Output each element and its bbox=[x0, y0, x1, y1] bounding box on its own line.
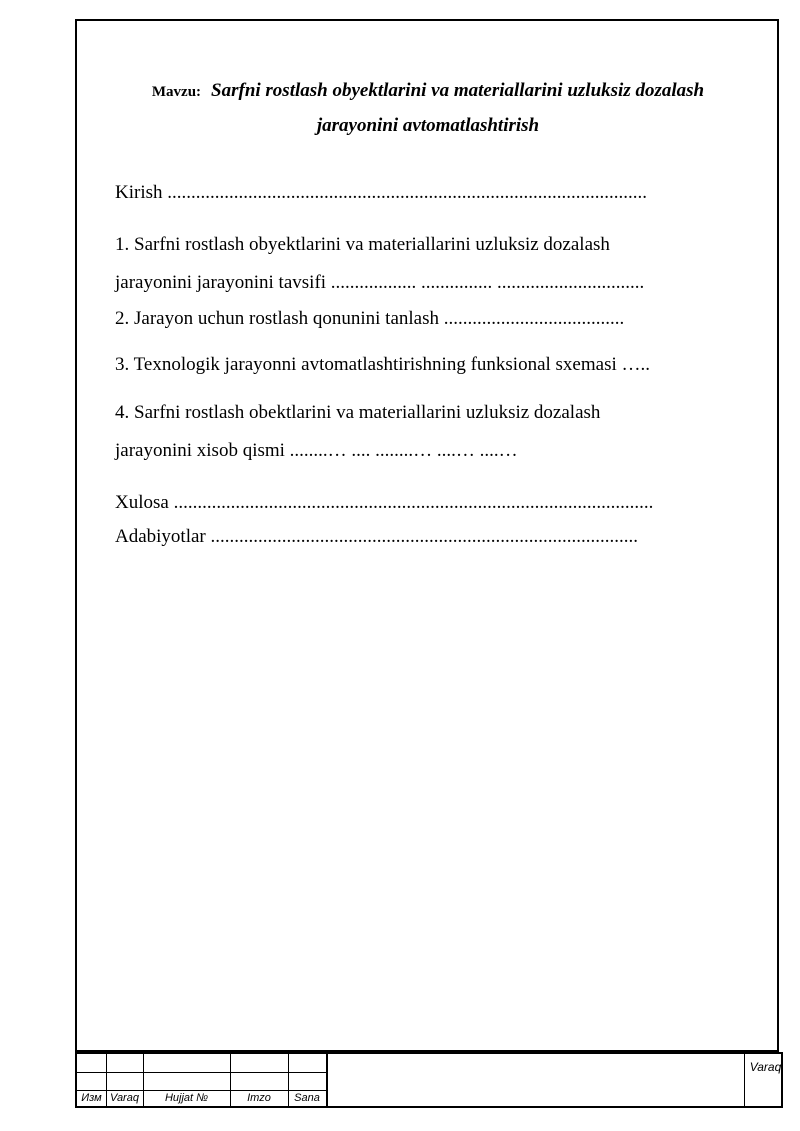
stamp-divider bbox=[744, 1054, 745, 1106]
toc-item-2: 2. Jarayon uchun rostlash qonunini tanlash ...................................... bbox=[115, 308, 625, 329]
mavzu-label: Mavzu: bbox=[151, 84, 202, 100]
stamp-imzo-label: Imzo bbox=[247, 1092, 271, 1104]
stamp-hujjat-label: Hujjat № bbox=[164, 1092, 209, 1104]
stamp-row-line bbox=[77, 1090, 326, 1091]
toc-item-3: 3. Texnologik jarayonni avtomatlashtirishning funksional sxemasi ….. bbox=[115, 354, 650, 375]
toc-item-1-line-1: 1. Sarfni rostlash obyektlarini va materiallarini uzluksiz dozalash bbox=[115, 234, 610, 255]
mavzu-text-line-2: jarayonini avtomatlashtirish bbox=[316, 115, 540, 136]
toc-item-4-line-1: 4. Sarfni rostlash obektlarini va materiallarini uzluksiz dozalash bbox=[115, 402, 601, 423]
stamp-sana-label: Sana bbox=[294, 1092, 320, 1104]
stamp-divider bbox=[326, 1054, 328, 1106]
page-title bbox=[90, 74, 766, 144]
title-line-2 bbox=[90, 109, 766, 144]
title-line-1 bbox=[90, 74, 766, 109]
mavzu-text-line-1: Sarfni rostlash obyektlarini va materiallarini uzluksiz dozalash bbox=[211, 80, 705, 101]
stamp-row-line bbox=[77, 1072, 326, 1073]
toc-item-4-line-2: jarayonini xisob qismi ........… .... ........… ....… ....… bbox=[115, 440, 518, 461]
stamp-izm-label: Изм bbox=[81, 1092, 102, 1104]
title-stamp-block bbox=[75, 1052, 783, 1108]
stamp-sheet-label: Varaq bbox=[749, 1060, 782, 1074]
toc-adabiyotlar: Adabiyotlar .......................................................................................... bbox=[115, 526, 639, 547]
toc-item-1-line-2: jarayonini jarayonini tavsifi .................. ............... ............................... bbox=[115, 272, 645, 293]
toc-xulosa: Xulosa ..................................................................................................... bbox=[115, 492, 654, 513]
toc-kirish: Kirish ..................................................................................................... bbox=[115, 182, 647, 203]
stamp-varaq-label: Varaq bbox=[110, 1092, 139, 1104]
